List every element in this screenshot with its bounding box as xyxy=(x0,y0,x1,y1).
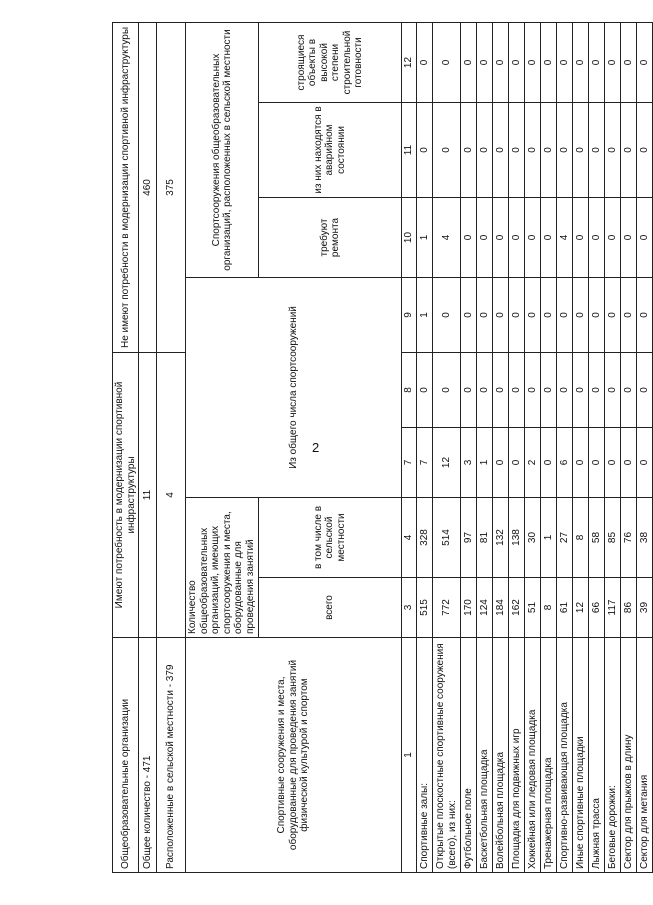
value-cell: 4 xyxy=(433,198,461,278)
column-number: 7 xyxy=(402,428,417,498)
value-cell: 0 xyxy=(637,103,653,198)
value-cell: 0 xyxy=(509,22,525,102)
value-cell: 0 xyxy=(417,22,433,102)
table-row xyxy=(605,22,621,872)
value-cell: 85 xyxy=(605,498,621,578)
column-number: 8 xyxy=(402,353,417,428)
table-row xyxy=(637,22,653,872)
value-cell: 0 xyxy=(589,103,605,198)
summary-label-cell: Общеобразовательные организации xyxy=(113,638,139,873)
rural-group-header: Спортсооружения общеобразовательных организаций, расположенных в сельской местности xyxy=(186,22,259,277)
value-cell: 0 xyxy=(637,428,653,498)
column-number: 10 xyxy=(402,198,417,278)
value-cell: 0 xyxy=(621,278,637,353)
facility-name-cell: Футбольное поле xyxy=(461,638,477,873)
value-cell: 0 xyxy=(461,278,477,353)
facility-name-cell: Волейбольная площадка xyxy=(493,638,509,873)
value-cell: 328 xyxy=(417,498,433,578)
value-cell: 0 xyxy=(605,198,621,278)
value-cell: 184 xyxy=(493,578,509,638)
value-cell: 514 xyxy=(433,498,461,578)
value-cell: 117 xyxy=(605,578,621,638)
summary-need-value: 4 xyxy=(157,353,186,638)
value-cell: 0 xyxy=(509,103,525,198)
table-row xyxy=(433,22,461,872)
column-number: 3 xyxy=(402,578,417,638)
value-cell: 3 xyxy=(461,428,477,498)
value-cell: 0 xyxy=(477,353,493,428)
value-cell: 0 xyxy=(493,278,509,353)
table-row xyxy=(557,22,573,872)
table-row xyxy=(477,22,493,872)
value-cell: 76 xyxy=(621,498,637,578)
rotated-table-container xyxy=(112,23,650,873)
facility-name-cell: Открытые плоскостные спортивные сооружения (всего), из них: xyxy=(433,638,461,873)
page-number: 2 xyxy=(312,440,320,455)
value-cell: 0 xyxy=(525,278,541,353)
value-cell: 0 xyxy=(637,198,653,278)
value-cell: 0 xyxy=(525,103,541,198)
summary-header-row xyxy=(113,22,139,872)
value-cell: 0 xyxy=(417,353,433,428)
summary-total-row xyxy=(139,22,157,872)
value-cell: 0 xyxy=(509,353,525,428)
no-need-modernization-header: Не имеют потребности в модернизации спортивной инфраструктуры xyxy=(113,22,139,352)
summary-rural-row xyxy=(157,22,186,872)
value-cell: 0 xyxy=(461,103,477,198)
rural-header: в том числе в сельской местности xyxy=(259,498,402,578)
value-cell: 66 xyxy=(589,578,605,638)
value-cell: 0 xyxy=(589,428,605,498)
value-cell: 138 xyxy=(509,498,525,578)
value-cell: 1 xyxy=(417,278,433,353)
summary-label-cell: Расположенные в сельской местности - 379 xyxy=(157,638,186,873)
value-cell: 0 xyxy=(509,198,525,278)
value-cell: 0 xyxy=(573,22,589,102)
value-cell: 0 xyxy=(493,22,509,102)
column-number: 1 xyxy=(402,638,417,873)
value-cell: 0 xyxy=(637,22,653,102)
value-cell: 0 xyxy=(493,353,509,428)
value-cell: 0 xyxy=(573,103,589,198)
value-cell: 12 xyxy=(433,428,461,498)
value-cell: 0 xyxy=(477,278,493,353)
value-cell: 7 xyxy=(417,428,433,498)
value-cell: 0 xyxy=(589,278,605,353)
column-number: 11 xyxy=(402,103,417,198)
value-cell: 0 xyxy=(461,22,477,102)
facility-column-header: Спортивные сооружения и места, оборудованные для проведения занятий физической культурой и спортом xyxy=(186,638,402,873)
value-cell: 2 xyxy=(525,428,541,498)
value-cell: 0 xyxy=(557,103,573,198)
facility-name-cell: Лыжная трасса xyxy=(589,638,605,873)
table-row xyxy=(525,22,541,872)
value-cell: 58 xyxy=(589,498,605,578)
value-cell: 0 xyxy=(541,428,557,498)
value-cell: 0 xyxy=(461,353,477,428)
emergency-header-rural: из них находятся в аварийном состоянии xyxy=(259,103,402,198)
value-cell: 0 xyxy=(541,278,557,353)
data-rows xyxy=(417,22,653,872)
value-cell: 0 xyxy=(433,353,461,428)
need-modernization-header: Имеют потребность в модернизации спортивной инфраструктуры xyxy=(113,353,139,638)
summary-need-value: 11 xyxy=(139,353,157,638)
column-number: 12 xyxy=(402,22,417,102)
value-cell: 0 xyxy=(573,428,589,498)
value-cell: 0 xyxy=(417,103,433,198)
facility-name-cell: Спортивно-развивающая площадка xyxy=(557,638,573,873)
facility-name-cell: Тренажерная площадка xyxy=(541,638,557,873)
value-cell: 0 xyxy=(573,278,589,353)
from-total-group-header: Из общего числа спортсооружений xyxy=(186,278,402,498)
value-cell: 0 xyxy=(525,198,541,278)
value-cell: 0 xyxy=(605,428,621,498)
value-cell: 1 xyxy=(477,428,493,498)
column-number: 9 xyxy=(402,278,417,353)
value-cell: 86 xyxy=(621,578,637,638)
value-cell: 6 xyxy=(557,428,573,498)
table-row xyxy=(493,22,509,872)
value-cell: 0 xyxy=(621,428,637,498)
value-cell: 132 xyxy=(493,498,509,578)
facility-name-cell: Баскетбольная площадка xyxy=(477,638,493,873)
value-cell: 772 xyxy=(433,578,461,638)
value-cell: 0 xyxy=(493,198,509,278)
value-cell: 0 xyxy=(541,353,557,428)
value-cell: 0 xyxy=(557,22,573,102)
value-cell: 515 xyxy=(417,578,433,638)
value-cell: 0 xyxy=(621,198,637,278)
value-cell: 1 xyxy=(417,198,433,278)
facility-name-cell: Беговые дорожки: xyxy=(605,638,621,873)
value-cell: 97 xyxy=(461,498,477,578)
value-cell: 8 xyxy=(573,498,589,578)
value-cell: 0 xyxy=(461,198,477,278)
value-cell: 0 xyxy=(557,353,573,428)
value-cell: 0 xyxy=(621,103,637,198)
value-cell: 170 xyxy=(461,578,477,638)
value-cell: 0 xyxy=(605,353,621,428)
value-cell: 0 xyxy=(573,198,589,278)
value-cell: 0 xyxy=(541,198,557,278)
value-cell: 4 xyxy=(557,198,573,278)
value-cell: 124 xyxy=(477,578,493,638)
value-cell: 61 xyxy=(557,578,573,638)
value-cell: 38 xyxy=(637,498,653,578)
value-cell: 30 xyxy=(525,498,541,578)
value-cell: 0 xyxy=(589,198,605,278)
value-cell: 0 xyxy=(433,22,461,102)
summary-noneed-value: 460 xyxy=(139,22,157,352)
value-cell: 1 xyxy=(541,498,557,578)
total-header: всего xyxy=(259,578,402,638)
facility-name-cell: Площадка для подвижных игр xyxy=(509,638,525,873)
value-cell: 0 xyxy=(605,103,621,198)
repair-header-rural: требуют ремонта xyxy=(259,198,402,278)
value-cell: 0 xyxy=(477,198,493,278)
value-cell: 0 xyxy=(605,22,621,102)
facility-name-cell: Сектор для прыжков в длину xyxy=(621,638,637,873)
value-cell: 0 xyxy=(477,22,493,102)
value-cell: 0 xyxy=(493,428,509,498)
value-cell: 0 xyxy=(621,22,637,102)
value-cell: 12 xyxy=(573,578,589,638)
value-cell: 0 xyxy=(525,22,541,102)
table-row xyxy=(509,22,525,872)
value-cell: 0 xyxy=(477,103,493,198)
value-cell: 0 xyxy=(573,353,589,428)
summary-noneed-value: 375 xyxy=(157,22,186,352)
column-number-row xyxy=(402,22,417,872)
count-group-header: Количество общеобразовательных организаций, имеющих спортсооружения и места, оборудованные для проведения занятий xyxy=(186,498,259,638)
value-cell: 0 xyxy=(509,428,525,498)
value-cell: 51 xyxy=(525,578,541,638)
value-cell: 0 xyxy=(433,103,461,198)
table-row xyxy=(461,22,477,872)
value-cell: 0 xyxy=(589,353,605,428)
value-cell: 0 xyxy=(433,278,461,353)
table-row xyxy=(541,22,557,872)
table-row xyxy=(621,22,637,872)
value-cell: 0 xyxy=(637,278,653,353)
value-cell: 0 xyxy=(637,353,653,428)
value-cell: 0 xyxy=(605,278,621,353)
value-cell: 0 xyxy=(621,353,637,428)
facility-name-cell: Иные спортивные площадки xyxy=(573,638,589,873)
table-row xyxy=(573,22,589,872)
value-cell: 162 xyxy=(509,578,525,638)
facility-name-cell: Сектор для метания xyxy=(637,638,653,873)
facility-name-cell: Хоккейная или ледовая площадка xyxy=(525,638,541,873)
table-row xyxy=(417,22,433,872)
value-cell: 0 xyxy=(509,278,525,353)
summary-label-cell: Общее количество - 471 xyxy=(139,638,157,873)
value-cell: 39 xyxy=(637,578,653,638)
table-row xyxy=(589,22,605,872)
header-row-1 xyxy=(186,22,259,872)
value-cell: 8 xyxy=(541,578,557,638)
value-cell: 0 xyxy=(557,278,573,353)
value-cell: 0 xyxy=(493,103,509,198)
construction-header-rural: строящиеся объекты в высокой степени строительной готовности xyxy=(259,22,402,102)
facility-name-cell: Спортивные залы: xyxy=(417,638,433,873)
column-number: 4 xyxy=(402,498,417,578)
value-cell: 27 xyxy=(557,498,573,578)
value-cell: 0 xyxy=(525,353,541,428)
value-cell: 0 xyxy=(589,22,605,102)
value-cell: 0 xyxy=(541,22,557,102)
value-cell: 81 xyxy=(477,498,493,578)
sports-facilities-table xyxy=(112,22,653,873)
value-cell: 0 xyxy=(541,103,557,198)
